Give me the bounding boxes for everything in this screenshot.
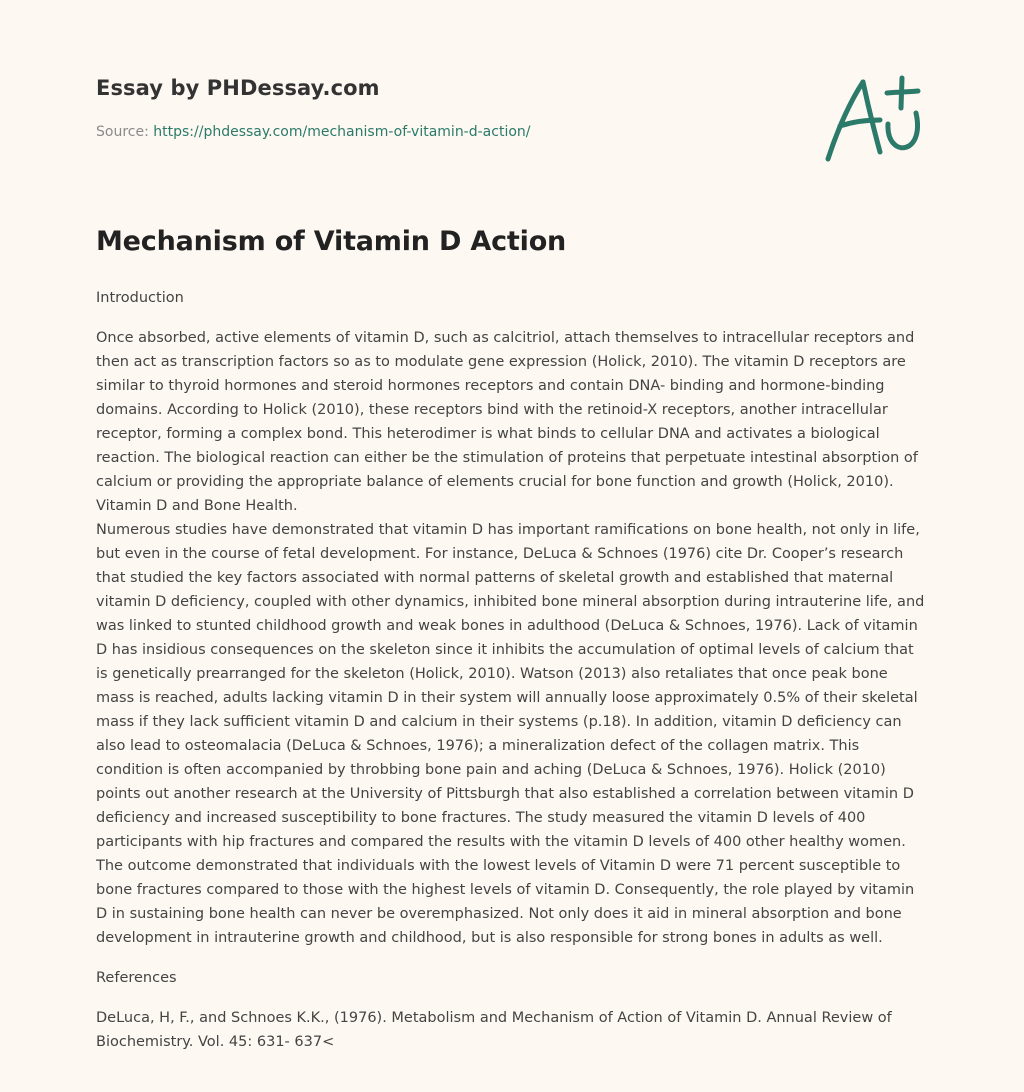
essay-title: Mechanism of Vitamin D Action xyxy=(96,226,567,257)
a-plus-logo-icon xyxy=(818,66,930,166)
subheading-bone-health: Vitamin D and Bone Health. xyxy=(96,498,298,514)
source-link[interactable]: https://phdessay.com/mechanism-of-vitamin-d-action/ xyxy=(153,124,531,140)
brand-title: Essay by PHDessay.com xyxy=(96,76,380,100)
source-line xyxy=(96,124,531,140)
references-heading: References xyxy=(96,970,177,986)
paragraph-intro: Once absorbed, active elements of vitamin D, such as calcitriol, attach themselves to intracellular receptors and then act as transcription factors so as to modulate gene expression (Holick, 2010). The vitamin D receptors are similar to thyroid hormones and steroid hormones receptors and contain DNA- binding and hormone-binding domains. According to Holick (2010), these receptors bind with the retinoid-X receptors, another intracellular receptor, forming a complex bond. This heterodimer is what binds to cellular DNA and activates a biological reaction. The biological reaction can either be the stimulation of proteins that perpetuate intestinal absorption of calcium or providing the appropriate balance of elements crucial for bone function and growth (Holick, 2010). xyxy=(96,330,918,490)
reference-item: DeLuca, H, F., and Schnoes K.K., (1976). Metabolism and Mechanism of Action of Vitamin D. Annual Review of Biochemistry. Vol. 45: 631- 637< xyxy=(96,1010,892,1050)
essay-body xyxy=(96,286,928,1054)
paragraph-bone-health: Numerous studies have demonstrated that vitamin D has important ramifications on bone health, not only in life, but even in the course of fetal development. For instance, DeLuca & Schnoes (1976) cite Dr. Cooper’s research that studied the key factors associated with normal patterns of skeletal growth and established that maternal vitamin D deficiency, coupled with other dynamics, inhibited bone mineral absorption during intrauterine life, and was linked to stunted childhood growth and weak bones in adulthood (DeLuca & Schnoes, 1976). Lack of vitamin D has insidious consequences on the skeleton since it inhibits the accumulation of optimal levels of calcium that is genetically prearranged for the skeleton (Holick, 2010). Watson (2013) also retaliates that once peak bone mass is reached, adults lacking vitamin D in their system will annually loose approximately 0.5% of their skeletal mass if they lack sufficient vitamin D and calcium in their systems (p.18). In addition, vitamin D deficiency can also lead to osteomalacia (DeLuca & Schnoes, 1976); a mineralization defect of the collagen matrix. This condition is often accompanied by throbbing bone pain and aching (DeLuca & Schnoes, 1976). Holick (2010) points out another research at the University of Pittsburgh that also established a correlation between vitamin D deficiency and increased susceptibility to bone fractures. The study measured the vitamin D levels of 400 participants with hip fractures and compared the results with the vitamin D levels of 400 other healthy women. The outcome demonstrated that individuals with the lowest levels of Vitamin D were 71 percent susceptible to bone fractures compared to those with the highest levels of vitamin D. Consequently, the role played by vitamin D in sustaining bone health can never be overemphasized. Not only does it aid in mineral absorption and bone development in intrauterine growth and childhood, but is also responsible for strong bones in adults as well. xyxy=(96,522,925,946)
intro-heading: Introduction xyxy=(96,290,184,306)
source-label: Source: xyxy=(96,124,149,140)
